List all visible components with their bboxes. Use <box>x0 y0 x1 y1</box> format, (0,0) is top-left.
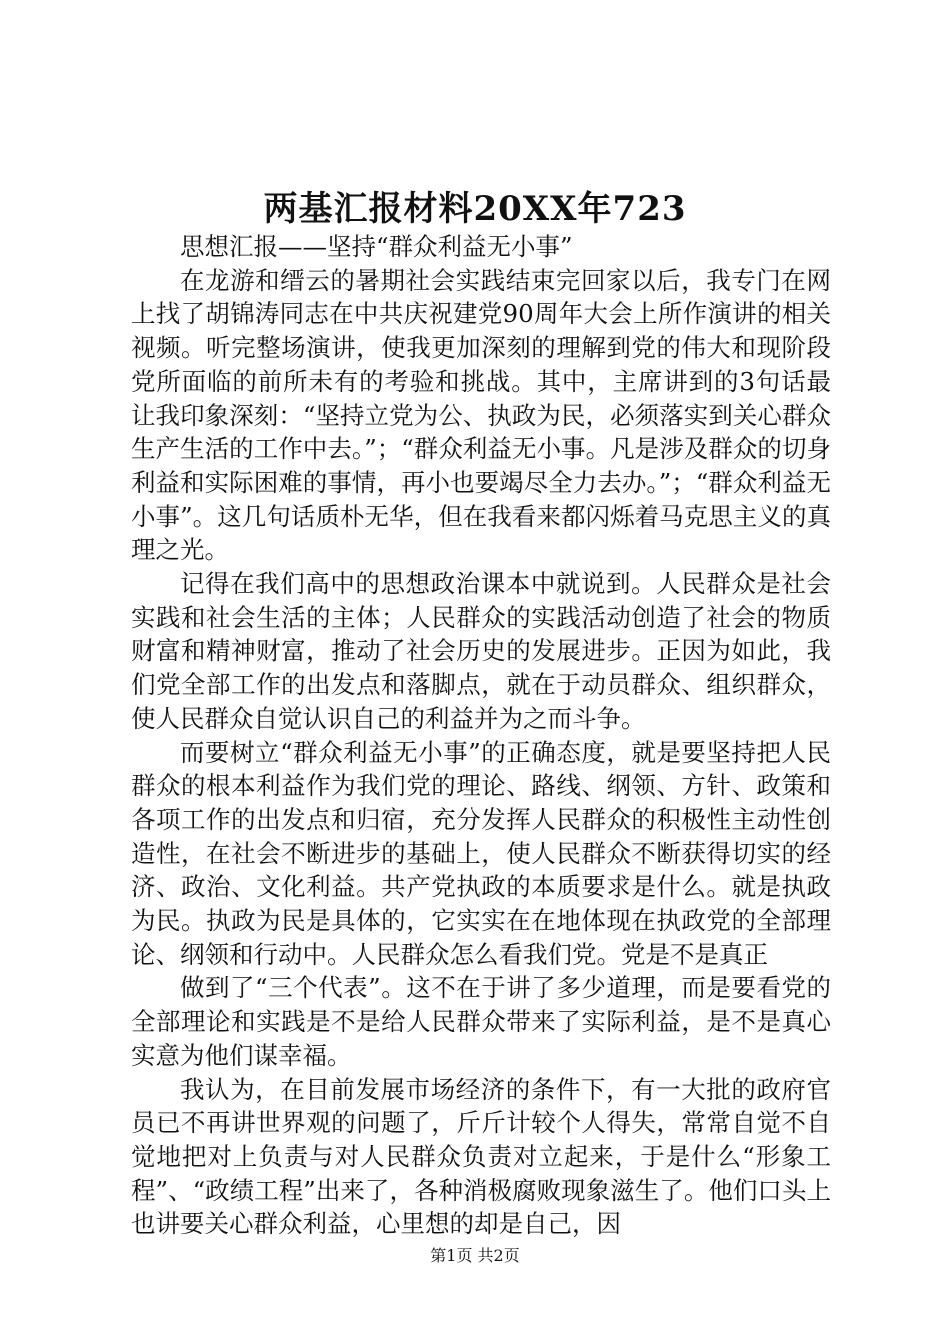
paragraph: 而要树立“群众利益无小事”的正确态度，就是要坚持把人民群众的根本利益作为我们党的理论、路线、纲领、方针、政策和各项工作的出发点和归宿，充分发挥人民群众的积极性主动性创造性，在社会不断进步的基础上，使人民群众不断获得切实的经济、政治、文化利益。共产党执政的本质要求是什么。就是执政为民。执政为民是具体的，它实实在在地体现在执政党的全部理论、纲领和行动中。人民群众怎么看我们党。党是不是真正 <box>131 737 831 969</box>
page-number-footer: 第1页 共2页 <box>430 1246 520 1265</box>
paragraph: 在龙游和缙云的暑期社会实践结束完回家以后，我专门在网上找了胡锦涛同志在中共庆祝建党90周年大会上所作演讲的相关视频。听完整场演讲，使我更加深刻的理解到党的伟大和现阶段党所面临的前所未有的考验和挑战。其中，主席讲到的3句话最让我印象深刻：“坚持立党为公、执政为民，必须落实到关心群众生产生活的工作中去。”；“群众利益无小事。凡是涉及群众的切身利益和实际困难的事情，再小也要竭尽全力去办。”；“群众利益无小事”。这几句话质朴无华，但在我看来都闪烁着马克思主义的真理之光。 <box>131 265 831 565</box>
paragraph-subtitle: 思想汇报——坚持“群众利益无小事” <box>180 232 573 261</box>
paragraph: 做到了“三个代表”。这不在于讲了多少道理，而是要看党的全部理论和实践是不是给人民群众带来了实际利益，是不是真心实意为他们谋幸福。 <box>131 973 831 1070</box>
paragraph: 记得在我们高中的思想政治课本中就说到。人民群众是社会实践和社会生活的主体；人民群众的实践活动创造了社会的物质财富和精神财富，推动了社会历史的发展进步。正因为如此，我们党全部工作的出发点和落脚点，就在于动员群众、组织群众，使人民群众自觉认识自己的利益并为之而斗争。 <box>131 569 831 733</box>
document-title: 两基汇报材料20XX年723 <box>263 189 687 229</box>
document-body <box>131 230 831 1241</box>
paragraph: 我认为，在目前发展市场经济的条件下，有一大批的政府官员已不再讲世界观的问题了，斤斤计较个人得失，常常自觉不自觉地把对上负责与对人民群众负责对立起来，于是什么“形象工程”、“政绩工程”出来了，各种消极腐败现象滋生了。他们口头上也讲要关心群众利益，心里想的却是自己，因 <box>131 1074 831 1239</box>
